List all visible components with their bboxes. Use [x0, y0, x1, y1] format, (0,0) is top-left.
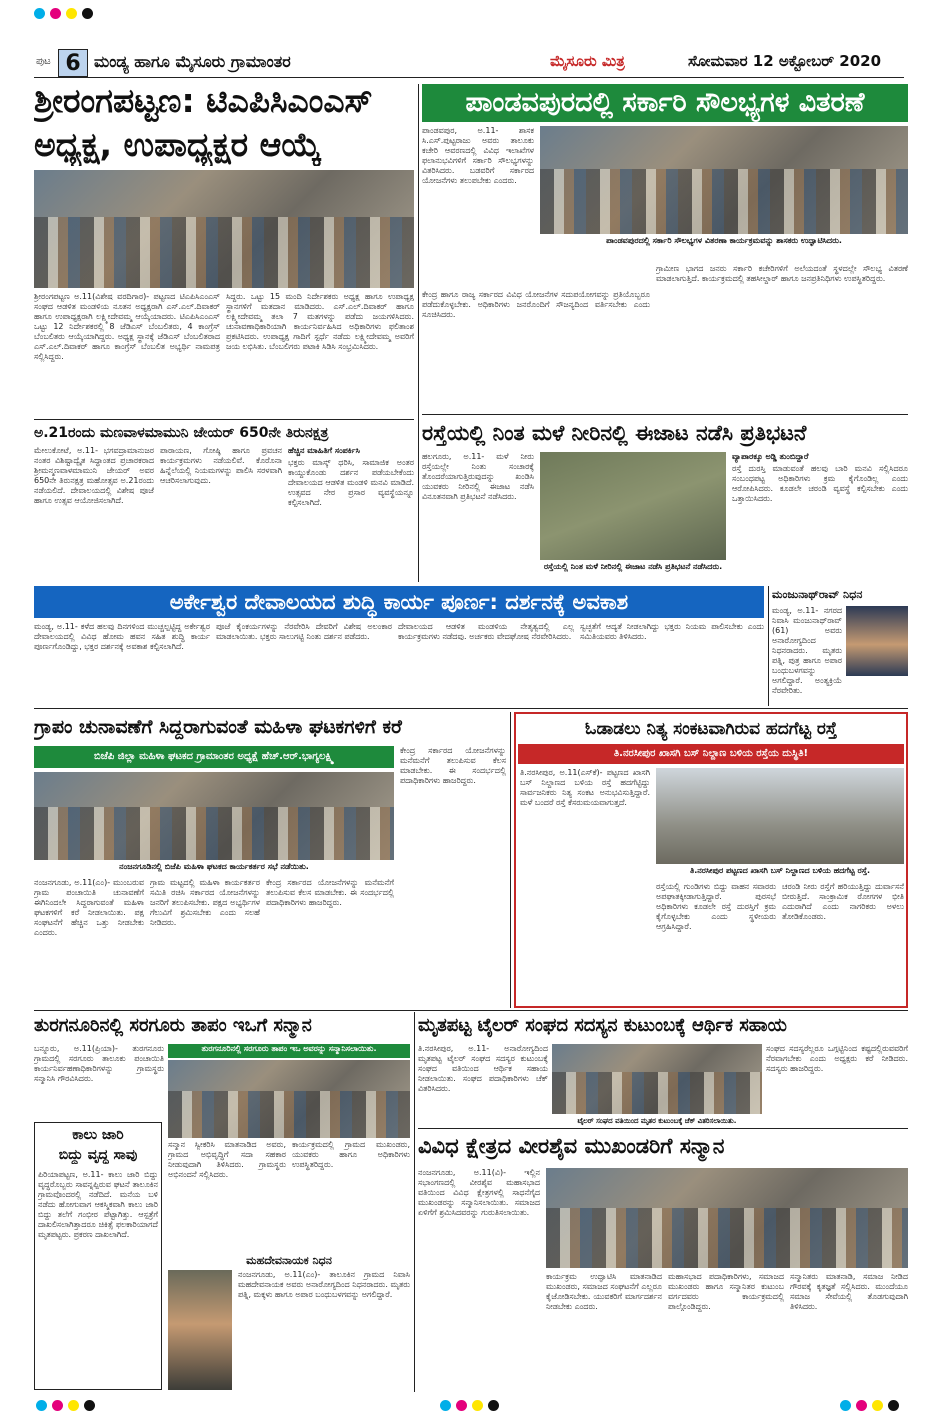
- a8-col3: ಕಾರ್ಯಕ್ರಮದಲ್ಲಿ ಗ್ರಾಮದ ಮುಖಂಡರು, ಯುವಕರು ಹಾಗೂ ಅಧಿಕಾರಿಗಳು ಉಪಸ್ಥಿತರಿದ್ದರು.: [292, 1140, 410, 1169]
- a11-photo: [546, 1168, 908, 1268]
- a1-col1: ಶ್ರೀರಂಗಪಟ್ಟಣ ಅ.11(ವಿಶೇಷ ವರದಿಗಾರ)- ಪಟ್ಟಣದ ಟಿಎಪಿಸಿಎಂಎಸ್ ಸಂಘದ ಆಡಳಿತ ಮಂಡಳಿಯ ನೂತನ ಅಧ್ಯಕ್ಷರಾಗಿ ಎಸ್.ಎಲ್.ದಿವಾಕರ್ ಹಾಗೂ ಉಪಾಧ್ಯಕ್ಷರಾಗಿ ಲಕ್ಷ್ಮೀದೇವಮ್ಮ ಆಯ್ಕೆಯಾದರು. ಟಿಎಪಿಸಿಎಂಎಸ್ ಒಟ್ಟು 12 ನಿರ್ದೇಶಕರಲ್ಲಿ 8 ಜೆಡಿಎಸ್ ಬೆಂಬಲಿತರು, 4 ಕಾಂಗ್ರೆಸ್ ಬೆಂಬಲಿತರು ಆಯ್ಕೆಯಾಗಿದ್ದರು. ಅಧ್ಯಕ್ಷ ಸ್ಥಾನಕ್ಕೆ ಜೆಡಿಎಸ್ ಬೆಂಬಲಿತರಾದ ಎಸ್.ಎಲ್.ದಿವಾಕರ್ ಹಾಗೂ ಕಾಂಗ್ರೆಸ್ ಬೆಂಬಲಿತ ಅಭ್ಯರ್ಥಿ ನಾಮಪತ್ರ ಸಲ್ಲಿಸಿದ್ದರು.: [34, 292, 220, 361]
- a3-col3: ಗ್ರಾಮೀಣ ಭಾಗದ ಜನರು ಸರ್ಕಾರಿ ಕಚೇರಿಗಳಿಗೆ ಅಲೆಯದಂತೆ ಸ್ಥಳದಲ್ಲೇ ಸೌಲಭ್ಯ ವಿತರಣೆ ಮಾಡಲಾಗುತ್ತಿದೆ. ಕಾರ್ಯಕ್ರಮದಲ್ಲಿ ತಹಸೀಲ್ದಾರ್ ಹಾಗೂ ಜನಪ್ರತಿನಿಧಿಗಳು ಉಪಸ್ಥಿತರಿದ್ದರು.: [656, 264, 908, 283]
- a1-headline-line2: ಅಧ್ಯಕ್ಷ, ಉಪಾಧ್ಯಕ್ಷರ ಆಯ್ಕೆ: [34, 125, 322, 164]
- a11-col2: ಕಾರ್ಯಕ್ರಮ ಉದ್ಘಾಟಿಸಿ ಮಾತನಾಡಿದ ಮುಖಂಡರು, ಸಮಾಜದ ಸಂಘಟನೆಗೆ ಎಲ್ಲರೂ ಕೈಜೋಡಿಸಬೇಕು. ಯುವಕರಿಗೆ ಮಾರ್ಗದರ್ಶನ ನೀಡಬೇಕು ಎಂದರು.: [546, 1272, 662, 1311]
- a9-headline-line2: ಬಿದ್ದು ವೃದ್ಧ ಸಾವು: [58, 1147, 138, 1163]
- a7-photo: [656, 768, 904, 864]
- a4-col2: ರಸ್ತೆ ದುರಸ್ತಿ ಮಾಡುವಂತೆ ಹಲವು ಬಾರಿ ಮನವಿ ಸಲ್ಲಿಸಿದರೂ ಸಂಬಂಧಪಟ್ಟ ಅಧಿಕಾರಿಗಳು ಕ್ರಮ ಕೈಗೊಂಡಿಲ್ಲ ಎಂದು ಆರೋಪಿಸಿದರು. ಕೂಡಲೇ ಚರಂಡಿ ವ್ಯವಸ್ಥೆ ಕಲ್ಪಿಸಬೇಕು ಎಂದು ಒತ್ತಾಯಿಸಿದರು.: [732, 464, 908, 503]
- a6-subhead: ಬಿಜೆಪಿ ಜಿಲ್ಲಾ ಮಹಿಳಾ ಘಟಕದ ಗ್ರಾಮಾಂತರ ಅಧ್ಯಕ್ಷೆ ಹೆಚ್.ಆರ್.ಭಾಗ್ಯಲಕ್ಷ್ಮಿ: [34, 746, 394, 768]
- a4-headline: ರಸ್ತೆಯಲ್ಲಿ ನಿಂತ ಮಳೆ ನೀರಿನಲ್ಲಿ ಈಜಾಟ ನಡೆಸಿ ಪ್ರತಿಭಟನೆ: [422, 421, 807, 445]
- a8-photo-caption: ತುರಗನೂರಿನಲ್ಲಿ ಸರಗೂರು ತಾಪಂ ಇಒ ಅವರನ್ನು ಸನ್ಮಾನಿಸಲಾಯಿತು.: [168, 1044, 410, 1058]
- a6-col2: ಗ್ರಾಮ ಮಟ್ಟದಲ್ಲಿ ಮಹಿಳಾ ಕಾರ್ಯಕರ್ತರ ಸಮಿತಿ ರಚಿಸಿ ಸರ್ಕಾರದ ಯೋಜನೆಗಳನ್ನು ಜನರಿಗೆ ತಲುಪಿಸಬೇಕು. ಪಕ್ಷದ ಅಭ್ಯರ್ಥಿಗಳ ಗೆಲುವಿಗೆ ಶ್ರಮಿಸಬೇಕು ಎಂದು ಸಲಹೆ ನೀಡಿದರು.: [150, 878, 260, 927]
- a4-subhead: ವ್ಯಾಪಾರಕ್ಕೂ ಅಡ್ಡಿ ತುಂಬಿದ್ದಾರೆ: [732, 452, 809, 461]
- a5-col2: ಪೂಜೆ ಕೈಂಕರ್ಯಗಳನ್ನು ನೆರವೇರಿಸಿ ದೇವರಿಗೆ ವಿಶೇಷ ಅಲಂಕಾರ ಮಾಡಲಾಯಿತು. ಭಕ್ತರು ಸಾಲುಗಟ್ಟಿ ನಿಂತು ದರ್ಶನ ಪಡೆದರು.: [216, 622, 392, 641]
- a11-col3: ಮಹಾಸಭಾದ ಪದಾಧಿಕಾರಿಗಳು, ಸಮಾಜದ ಮುಖಂಡರು ಹಾಗೂ ಸನ್ಮಾನಿತರ ಕುಟುಂಬ ವರ್ಗದವರು ಕಾರ್ಯಕ್ರಮದಲ್ಲಿ ಪಾಲ್ಗೊಂಡಿದ್ದರು.: [668, 1272, 784, 1311]
- a1-col2: ಸಿದ್ದರು. ಒಟ್ಟು 15 ಮಂದಿ ನಿರ್ದೇಶಕರು ಅಧ್ಯಕ್ಷ ಹಾಗೂ ಉಪಾಧ್ಯಕ್ಷ ಸ್ಥಾನಗಳಿಗೆ ಮತದಾನ ಮಾಡಿದರು. ಎಸ್.ಎಲ್.ದಿವಾಕರ್ ಹಾಗೂ ಲಕ್ಷ್ಮೀದೇವಮ್ಮ ತಲಾ 7 ಮತಗಳನ್ನು ಪಡೆದು ಜಯಗಳಿಸಿದರು. ಚುನಾವಣಾಧಿಕಾರಿಯಾಗಿ ಕಾರ್ಯನಿರ್ವಹಿಸಿದ ಅಧಿಕಾರಿಗಳು ಫಲಿತಾಂಶ ಪ್ರಕಟಿಸಿದರು. ಉಪಾಧ್ಯಕ್ಷ ಗಾದಿಗೆ ಸ್ಪರ್ಧೆ ನಡೆದು ಲಕ್ಷ್ಮೀದೇವಮ್ಮ ಅವರಿಗೆ ಜಯ ಲಭಿಸಿತು. ಬೆಂಬಲಿಗರು ಪಟಾಕಿ ಸಿಡಿಸಿ ಸಂಭ್ರಮಿಸಿದರು.: [226, 292, 414, 351]
- page-number: 6: [65, 51, 81, 76]
- a5-headline: ಅರ್ಕೇಶ್ವರ ದೇವಾಲಯದ ಶುದ್ಧಿ ಕಾರ್ಯ ಪೂರ್ಣ: ದರ್ಶನಕ್ಕೆ ಅವಕಾಶ: [34, 586, 764, 618]
- a7-headline: ಓಡಾಡಲು ನಿತ್ಯ ಸಂಕಟವಾಗಿರುವ ಹದಗೆಟ್ಟ ರಸ್ತೆ: [585, 719, 837, 739]
- page-label: ಪುಟ: [36, 56, 51, 67]
- registration-marks-bottom: [0, 1400, 945, 1414]
- section-name: ಮಂಡ್ಯ ಹಾಗೂ ಮೈಸೂರು ಗ್ರಾಮಾಂತರ: [94, 52, 291, 71]
- a7-subhead: ತಿ.ನರಸೀಪುರ ಖಾಸಗಿ ಬಸ್ ನಿಲ್ದಾಣ ಬಳಿಯ ರಸ್ತೆಯ ದುಸ್ಥಿತಿ!: [518, 744, 904, 764]
- a9-body: ಪಿರಿಯಾಪಟ್ಟಣ, ಅ.11- ಕಾಲು ಜಾರಿ ಬಿದ್ದು ವೃದ್ಧರೊಬ್ಬರು ಸಾವನ್ನಪ್ಪಿರುವ ಘಟನೆ ತಾಲೂಕಿನ ಗ್ರಾಮವೊಂದರಲ್ಲಿ ನಡೆದಿದೆ. ಮನೆಯ ಬಳಿ ನಡೆದು ಹೋಗುವಾಗ ಆಕಸ್ಮಿಕವಾಗಿ ಕಾಲು ಜಾರಿ ಬಿದ್ದು ತಲೆಗೆ ಗಂಭೀರ ಪೆಟ್ಟಾಗಿತ್ತು. ಆಸ್ಪತ್ರೆಗೆ ದಾಖಲಿಸಲಾಗಿತ್ತಾದರೂ ಚಿಕಿತ್ಸೆ ಫಲಕಾರಿಯಾಗದೆ ಮೃತಪಟ್ಟರು. ಪ್ರಕರಣ ದಾಖಲಾಗಿದೆ.: [38, 1170, 158, 1239]
- obit2-headline: ಮಹದೇವನಾಯಕ ನಿಧನ: [246, 1254, 332, 1267]
- divider: [768, 586, 769, 706]
- a6-col1: ನಂಜನಗೂಡು, ಅ.11(ಎಂ)- ಮುಂಬರುವ ಗ್ರಾಮ ಪಂಚಾಯಿತಿ ಚುನಾವಣೆಗೆ ಈಗಿನಿಂದಲೇ ಸಿದ್ದರಾಗುವಂತೆ ಮಹಿಳಾ ಘಟಕಗಳಿಗೆ ಕರೆ ನೀಡಲಾಯಿತು. ಪಕ್ಷ ಸಂಘಟನೆಗೆ ಹೆಚ್ಚಿನ ಒತ್ತು ನೀಡಬೇಕು ಎಂದರು.: [34, 878, 144, 937]
- paper-name: ಮೈಸೂರು ಮಿತ್ರ: [550, 52, 625, 70]
- a7-col2: ರಸ್ತೆಯಲ್ಲಿ ಗುಂಡಿಗಳು ಬಿದ್ದು ವಾಹನ ಸವಾರರು ಅಪಘಾತಕ್ಕೀಡಾಗುತ್ತಿದ್ದಾರೆ. ಪುರಸಭೆ ಅಧಿಕಾರಿಗಳು ಕೂಡಲೇ ರಸ್ತೆ ದುರಸ್ತಿಗೆ ಕ್ರಮ ಕೈಗೊಳ್ಳಬೇಕು ಎಂದು ಸ್ಥಳೀಯರು ಆಗ್ರಹಿಸಿದ್ದಾರೆ.: [656, 882, 776, 931]
- a11-headline: ವಿವಿಧ ಕ್ಷೇತ್ರದ ವೀರಶೈವ ಮುಖಂಡರಿಗೆ ಸನ್ಮಾನ: [418, 1134, 725, 1158]
- a1-headline-line1: ಶ್ರೀರಂಗಪಟ್ಟಣ: ಟಿಎಪಿಸಿಎಂಎಸ್: [34, 81, 373, 120]
- a2-headline: ಅ.21ರಂದು ಮಣವಾಳಮಾಮುನಿ ಜೇಯರ್ 650ನೇ ತಿರುನಕ್ಷತ್ರ: [34, 425, 329, 441]
- a3-photo: [540, 126, 908, 234]
- a2-col3: ಭಕ್ತರು ಮಾಸ್ಕ್ ಧರಿಸಿ, ಸಾಮಾಜಿಕ ಅಂತರ ಕಾಯ್ದುಕೊಂಡು ದರ್ಶನ ಪಡೆಯಬೇಕೆಂದು ದೇವಾಲಯದ ಆಡಳಿತ ಮಂಡಳಿ ಮನವಿ ಮಾಡಿದೆ. ಉತ್ಸವದ ನೇರ ಪ್ರಸಾರ ವ್ಯವಸ್ಥೆಯನ್ನೂ ಕಲ್ಪಿಸಲಾಗಿದೆ.: [288, 458, 414, 507]
- a5-col1: ಮಂಡ್ಯ, ಅ.11- ಕಳೆದ ಹಲವು ದಿನಗಳಿಂದ ಮುಚ್ಚಲ್ಪಟ್ಟಿದ್ದ ಅರ್ಕೇಶ್ವರ ದೇವಾಲಯದಲ್ಲಿ ವಿವಿಧ ಹೋಮ ಹವನ ಸಹಿತ ಶುದ್ಧಿ ಕಾರ್ಯ ಪೂರ್ಣಗೊಂಡಿದ್ದು, ಭಕ್ತರ ದರ್ಶನಕ್ಕೆ ಅವಕಾಶ ಕಲ್ಪಿಸಲಾಗಿದೆ.: [34, 622, 210, 651]
- issue-date: ಸೋಮವಾರ 12 ಅಕ್ಟೋಬರ್ 2020: [688, 52, 882, 70]
- a7-photo-caption: ತಿ.ನರಸೀಪುರ ಪಟ್ಟಣದ ಖಾಸಗಿ ಬಸ್ ನಿಲ್ದಾಣದ ಬಳಿಯ ಹದಗೆಟ್ಟ ರಸ್ತೆ.: [656, 866, 904, 878]
- a8-headline: ತುರಗನೂರಿನಲ್ಲಿ ಸರಗೂರು ತಾಪಂ ಇಒಗೆ ಸನ್ಮಾನ: [34, 1015, 312, 1036]
- a3-headline: ಪಾಂಡವಪುರದಲ್ಲಿ ಸರ್ಕಾರಿ ಸೌಲಭ್ಯಗಳ ವಿತರಣೆ: [422, 84, 908, 122]
- divider: [34, 1010, 908, 1011]
- a2-subhead: ಹೆಚ್ಚಿನ ಮಾಹಿತಿಗೆ ಸಂಪರ್ಕಿಸಿ: [288, 446, 360, 455]
- page-number-badge: [58, 49, 88, 77]
- a6-headline: ಗ್ರಾಪಂ ಚುನಾವಣೆಗೆ ಸಿದ್ದರಾಗುವಂತೆ ಮಹಿಳಾ ಘಟಕಗಳಿಗೆ ಕರೆ: [34, 716, 402, 738]
- a10-col2: ಸಂಘದ ಸದಸ್ಯರೆಲ್ಲರೂ ಒಗ್ಗಟ್ಟಿನಿಂದ ಕಷ್ಟದಲ್ಲಿರುವವರಿಗೆ ನೆರವಾಗಬೇಕು ಎಂದು ಅಧ್ಯಕ್ಷರು ಕರೆ ನೀಡಿದರು. ಸದಸ್ಯರು ಹಾಜರಿದ್ದರು.: [766, 1044, 908, 1073]
- divider: [422, 414, 908, 415]
- obit1-body: ಮಂಡ್ಯ, ಅ.11- ನಗರದ ನಿವಾಸಿ ಮಂಜುನಾಥ್‌ರಾವ್ (61) ಅವರು ಅನಾರೋಗ್ಯದಿಂದ ನಿಧನರಾದರು. ಮೃತರು ಪತ್ನಿ, ಪುತ್ರ ಹಾಗೂ ಅಪಾರ ಬಂಧುಬಳಗವನ್ನು ಅಗಲಿದ್ದಾರೆ. ಅಂತ್ಯಕ್ರಿಯೆ ನೆರವೇರಿತು.: [772, 606, 842, 695]
- masthead: [34, 48, 904, 78]
- a5-col3: ದೇವಾಲಯದ ಆಡಳಿತ ಮಂಡಳಿಯ ನೇತೃತ್ವದಲ್ಲಿ ಎಲ್ಲ ಕಾರ್ಯಕ್ರಮಗಳು ನಡೆದವು. ಅರ್ಚಕರು ವೇದಘೋಷ ನೆರವೇರಿಸಿದರು.: [398, 622, 574, 641]
- divider: [34, 708, 908, 709]
- a8-photo: [168, 1060, 410, 1138]
- obit1-portrait: [846, 606, 908, 676]
- a6-col3: ಕೇಂದ್ರ ಸರ್ಕಾರದ ಯೋಜನೆಗಳನ್ನು ಮನೆಮನೆಗೆ ತಲುಪಿಸುವ ಕೆಲಸ ಮಾಡಬೇಕು. ಈ ಸಂದರ್ಭದಲ್ಲಿ ಪದಾಧಿಕಾರಿಗಳು ಹಾಜರಿದ್ದರು.: [266, 878, 394, 907]
- a4-col1: ಹಲಗೂರು, ಅ.11- ಮಳೆ ನೀರು ರಸ್ತೆಯಲ್ಲೇ ನಿಂತು ಸಂಚಾರಕ್ಕೆ ತೊಂದರೆಯಾಗುತ್ತಿರುವುದನ್ನು ಖಂಡಿಸಿ ಯುವಕರು ನೀರಿನಲ್ಲಿ ಈಜಾಟ ನಡೆಸಿ ವಿನೂತನವಾಗಿ ಪ್ರತಿಭಟನೆ ನಡೆಸಿದರು.: [422, 452, 534, 501]
- a3-photo-caption: ಪಾಂಡವಪುರದಲ್ಲಿ ಸರ್ಕಾರಿ ಸೌಲಭ್ಯಗಳ ವಿತರಣಾ ಕಾರ್ಯಕ್ರಮವನ್ನು ಶಾಸಕರು ಉದ್ಘಾಟಿಸಿದರು.: [540, 236, 908, 260]
- divider: [418, 84, 419, 582]
- a1-photo: [34, 170, 414, 288]
- a10-photo-caption: ಟೈಲರ್ ಸಂಘದ ವತಿಯಿಂದ ಮೃತರ ಕುಟುಂಬಕ್ಕೆ ಚೆಕ್ ವಿತರಿಸಲಾಯಿತು.: [552, 1116, 762, 1126]
- a8-col2: ಸನ್ಮಾನ ಸ್ವೀಕರಿಸಿ ಮಾತನಾಡಿದ ಅವರು, ಗ್ರಾಮದ ಅಭಿವೃದ್ಧಿಗೆ ಸದಾ ಸಹಕಾರ ನೀಡುವುದಾಗಿ ತಿಳಿಸಿದರು. ಗ್ರಾಮಸ್ಥರು ಅಭಿನಂದನೆ ಸಲ್ಲಿಸಿದರು.: [168, 1140, 286, 1179]
- a8-col1: ಬನ್ನೂರು, ಅ.11(ಪ್ರಿಯಾ)- ತುರಗನೂರು ಗ್ರಾಮದಲ್ಲಿ ಸರಗೂರು ತಾಲೂಕು ಪಂಚಾಯಿತಿ ಕಾರ್ಯನಿರ್ವಹಣಾಧಿಕಾರಿಗಳನ್ನು ಗ್ರಾಮಸ್ಥರು ಸನ್ಮಾನಿಸಿ ಗೌರವಿಸಿದರು.: [34, 1044, 164, 1083]
- a6-col4: ಕೇಂದ್ರ ಸರ್ಕಾರದ ಯೋಜನೆಗಳನ್ನು ಮನೆಮನೆಗೆ ತಲುಪಿಸುವ ಕೆಲಸ ಮಾಡಬೇಕು. ಈ ಸಂದರ್ಭದಲ್ಲಿ ಪದಾಧಿಕಾರಿಗಳು ಹಾಜರಿದ್ದರು.: [400, 746, 506, 785]
- a2-col2: ಪಾರಾಯಣ, ಗೋಷ್ಠಿ ಹಾಗೂ ಪ್ರವಚನ ಕಾರ್ಯಕ್ರಮಗಳು ನಡೆಯಲಿವೆ. ಕೊರೊನಾ ಹಿನ್ನೆಲೆಯಲ್ಲಿ ನಿಯಮಗಳನ್ನು ಪಾಲಿಸಿ ಸರಳವಾಗಿ ಆಚರಿಸಲಾಗುವುದು.: [160, 446, 282, 485]
- a6-photo-caption: ನಂಜನಗೂಡಿನಲ್ಲಿ ಬಿಜೆಪಿ ಮಹಿಳಾ ಘಟಕದ ಕಾರ್ಯಕರ್ತರ ಸಭೆ ನಡೆಯಿತು.: [34, 862, 394, 874]
- a10-headline: ಮೃತಪಟ್ಟ ಟೈಲರ್ ಸಂಘದ ಸದಸ್ಯನ ಕುಟುಂಬಕ್ಕೆ ಆರ್ಥಿಕ ಸಹಾಯ: [418, 1015, 787, 1036]
- a10-photo: [552, 1044, 762, 1114]
- obit2-portrait: [168, 1270, 232, 1390]
- a10-col1: ತಿ.ನರಸೀಪುರ, ಅ.11- ಅನಾರೋಗ್ಯದಿಂದ ಮೃತಪಟ್ಟ ಟೈಲರ್ ಸಂಘದ ಸದಸ್ಯರ ಕುಟುಂಬಕ್ಕೆ ಸಂಘದ ವತಿಯಿಂದ ಆರ್ಥಿಕ ಸಹಾಯ ನೀಡಲಾಯಿತು. ಸಂಘದ ಪದಾಧಿಕಾರಿಗಳು ಚೆಕ್ ವಿತರಿಸಿದರು.: [418, 1044, 548, 1093]
- a9-headline-line1: ಕಾಲು ಜಾರಿ: [72, 1127, 124, 1143]
- a7-col3: ಚರಂಡಿ ನೀರು ರಸ್ತೆಗೆ ಹರಿಯುತ್ತಿದ್ದು ದುರ್ವಾಸನೆ ಬೀರುತ್ತಿದೆ. ಸಾಂಕ್ರಾಮಿಕ ರೋಗಗಳ ಭೀತಿ ಎದುರಾಗಿದೆ ಎಂದು ನಾಗರಿಕರು ಅಳಲು ತೋಡಿಕೊಂಡರು.: [782, 882, 904, 921]
- divider: [418, 1128, 908, 1129]
- a7-col1: ತಿ.ನರಸೀಪುರ, ಅ.11(ಎಸ್‌ಕೆ)- ಪಟ್ಟಣದ ಖಾಸಗಿ ಬಸ್ ನಿಲ್ದಾಣದ ಬಳಿಯ ರಸ್ತೆ ಹದಗೆಟ್ಟಿದ್ದು ಸಾರ್ವಜನಿಕರು ನಿತ್ಯ ಸಂಕಟ ಅನುಭವಿಸುತ್ತಿದ್ದಾರೆ. ಮಳೆ ಬಂದರೆ ರಸ್ತೆ ಕೆಸರುಮಯವಾಗುತ್ತದೆ.: [520, 768, 650, 807]
- a11-col4: ಸನ್ಮಾನಿತರು ಮಾತನಾಡಿ, ಸಮಾಜ ನೀಡಿದ ಗೌರವಕ್ಕೆ ಕೃತಜ್ಞತೆ ಸಲ್ಲಿಸಿದರು. ಮುಂದೆಯೂ ಸಮಾಜ ಸೇವೆಯಲ್ಲಿ ತೊಡಗುವುದಾಗಿ ತಿಳಿಸಿದರು.: [790, 1272, 908, 1311]
- a5-col4: ಸ್ವಚ್ಛತೆಗೆ ಆದ್ಯತೆ ನೀಡಲಾಗಿದ್ದು ಭಕ್ತರು ನಿಯಮ ಪಾಲಿಸಬೇಕು ಎಂದು ಸಮಿತಿಯವರು ತಿಳಿಸಿದರು.: [580, 622, 764, 641]
- obit1-headline: ಮಂಜುನಾಥ್‌ರಾವ್ ನಿಧನ: [772, 588, 863, 601]
- divider: [414, 1012, 415, 1392]
- a11-col1: ನಂಜನಗೂಡು, ಅ.11(ವಿ)- ಇಲ್ಲಿನ ಸಭಾಂಗಣದಲ್ಲಿ ವೀರಶೈವ ಮಹಾಸಭಾದ ವತಿಯಿಂದ ವಿವಿಧ ಕ್ಷೇತ್ರಗಳಲ್ಲಿ ಸಾಧನೆಗೈದ ಮುಖಂಡರನ್ನು ಸನ್ಮಾನಿಸಲಾಯಿತು. ಸಮಾಜದ ಏಳಿಗೆಗೆ ಶ್ರಮಿಸಿದವರನ್ನು ಗುರುತಿಸಲಾಯಿತು.: [418, 1168, 540, 1217]
- obit2-body: ನಂಜನಗೂಡು, ಅ.11(ಎಂ)- ತಾಲೂಕಿನ ಗ್ರಾಮದ ನಿವಾಸಿ ಮಹದೇವನಾಯಕ ಅವರು ಅನಾರೋಗ್ಯದಿಂದ ನಿಧನರಾದರು. ಮೃತರು ಪತ್ನಿ, ಮಕ್ಕಳು ಹಾಗೂ ಅಪಾರ ಬಂಧುಬಳಗವನ್ನು ಅಗಲಿದ್ದಾರೆ.: [238, 1270, 410, 1299]
- a3-col2: ಕೇಂದ್ರ ಹಾಗೂ ರಾಜ್ಯ ಸರ್ಕಾರದ ವಿವಿಧ ಯೋಜನೆಗಳ ಸದುಪಯೋಗವನ್ನು ಪ್ರತಿಯೊಬ್ಬರೂ ಪಡೆದುಕೊಳ್ಳಬೇಕು. ಅಧಿಕಾರಿಗಳು ಜನರೊಂದಿಗೆ ಸೌಜನ್ಯದಿಂದ ವರ್ತಿಸಬೇಕು ಎಂದು ಸೂಚಿಸಿದರು.: [422, 290, 650, 319]
- divider: [34, 419, 414, 420]
- divider: [510, 712, 511, 1008]
- registration-marks-top: [34, 8, 334, 22]
- a6-photo: [34, 772, 394, 860]
- a3-col1: ಪಾಂಡವಪುರ, ಅ.11- ಶಾಸಕ ಸಿ.ಎಸ್.ಪುಟ್ಟರಾಜು ಅವರು ತಾಲೂಕು ಕಚೇರಿ ಆವರಣದಲ್ಲಿ ವಿವಿಧ ಇಲಾಖೆಗಳ ಫಲಾನುಭವಿಗಳಿಗೆ ಸರ್ಕಾರಿ ಸೌಲಭ್ಯಗಳನ್ನು ವಿತರಿಸಿದರು. ಬಡವರಿಗೆ ಸರ್ಕಾರದ ಯೋಜನೆಗಳು ತಲುಪಬೇಕು ಎಂದರು.: [422, 126, 534, 185]
- a4-photo-caption: ರಸ್ತೆಯಲ್ಲಿ ನಿಂತ ಮಳೆ ನೀರಿನಲ್ಲಿ ಈಜಾಟ ನಡೆಸಿ ಪ್ರತಿಭಟನೆ ನಡೆಸಿದರು.: [540, 562, 726, 582]
- a2-col1: ಮೇಲುಕೋಟೆ, ಅ.11- ಭಗವದ್ರಾಮಾನುಜರ ನಂತರ ವಿಶಿಷ್ಟಾದ್ವೈತ ಸಿದ್ಧಾಂತದ ಪ್ರಚಾರಕರಾದ ಶ್ರೀಮನ್ಮಣವಾಳಮಾಮುನಿ ಜೇಯರ್ ಅವರ 650ನೇ ತಿರುನಕ್ಷತ್ರ ಮಹೋತ್ಸವ ಅ.21ರಂದು ನಡೆಯಲಿದೆ. ದೇವಾಲಯದಲ್ಲಿ ವಿಶೇಷ ಪೂಜೆ ಹಾಗೂ ಉತ್ಸವ ಆಯೋಜಿಸಲಾಗಿದೆ.: [34, 446, 154, 505]
- a4-photo: [540, 452, 726, 560]
